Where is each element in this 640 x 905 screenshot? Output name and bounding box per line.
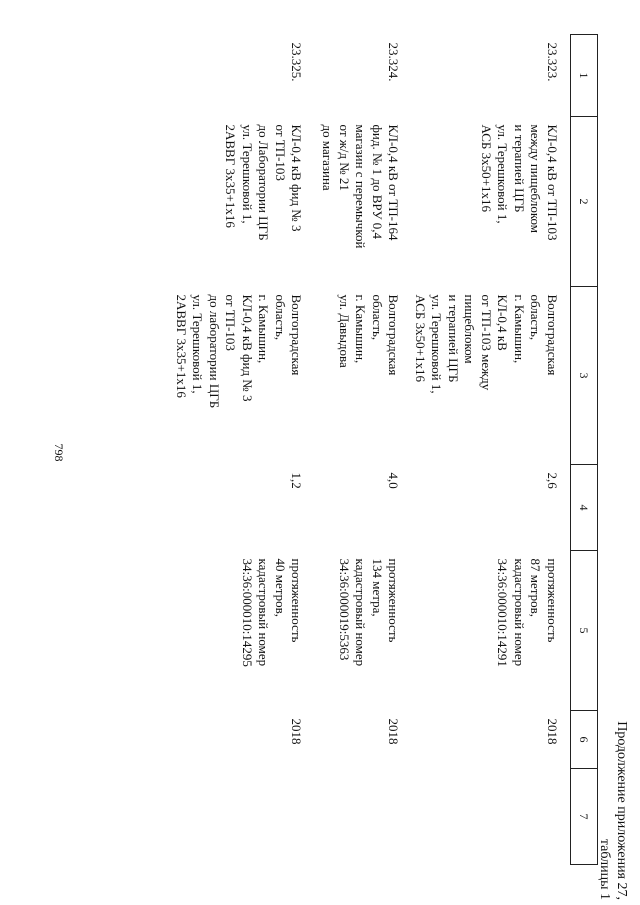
table-row — [315, 35, 412, 865]
column-header: 4 — [571, 465, 598, 551]
object-value: 2,6 — [545, 472, 560, 489]
row-number: 23.325. — [289, 42, 305, 82]
column-header: 5 — [571, 551, 598, 711]
object-characteristics: протяженность 87 метров, кадастровый номер 34:36:000010:14291 — [495, 558, 560, 667]
table-row — [412, 35, 571, 865]
object-year: 2018 — [545, 718, 560, 745]
column-header: 7 — [571, 769, 598, 865]
continuation-line-2: таблицы 1 — [597, 838, 612, 900]
object-name: КЛ-0,4 кВ от ТП-103 между пищеблоком и терапией ЦГБ ул. Терешковой 1, АСБ 3х50+1х16 — [479, 124, 560, 241]
object-year: 2018 — [289, 718, 305, 745]
object-name: КЛ-0,4 кВ от ТП-164 фид. № 1 до ВРУ 0,4 магазин с перемычкой от ж/д № 21 до магазина — [320, 124, 402, 249]
object-location: Волгоградская область, г. Камышин, КЛ-0,4 кВ от ТП-103 между пищеблоком и терапией ЦГБ ул. Терешковой 1, АСБ 3х50+1х16 — [413, 294, 560, 394]
row-number: 23.323. — [545, 42, 560, 82]
object-note — [173, 769, 315, 865]
registry-table — [173, 34, 599, 865]
object-location: Волгоградская область, г. Камышин, КЛ-0,4 кВ фид № 3 от ТП-103 до лаборатории ЦГБ ул. Терешковой 1, 2АВВГ 3х35+1х16 — [174, 294, 305, 409]
table-row — [173, 35, 315, 865]
object-value: 1,2 — [289, 472, 305, 489]
object-year: 2018 — [386, 718, 402, 745]
object-characteristics: протяженность 40 метров, кадастровый номер 34:36:000010:14295 — [240, 558, 305, 667]
object-name: КЛ-0,4 кВ фид № 3 от ТП-103 до Лаборатории ЦГБ ул. Терешковой 1, 2АВВГ 3х35+1х16 — [223, 124, 305, 241]
object-location: Волгоградская область, г. Камышин, ул. Давыдова — [337, 294, 402, 376]
row-number: 23.324. — [386, 42, 402, 82]
continuation-line-1: Продолжение приложения 27, — [614, 721, 629, 900]
column-header: 3 — [571, 287, 598, 465]
continuation-caption — [596, 460, 630, 900]
object-note — [412, 769, 571, 865]
column-header: 1 — [571, 35, 598, 117]
column-header: 6 — [571, 711, 598, 769]
table-header-row — [571, 35, 598, 865]
column-header: 2 — [571, 117, 598, 287]
object-note — [315, 769, 412, 865]
object-value: 4,0 — [386, 472, 402, 489]
object-characteristics: протяженность 134 метра, кадастровый номер 34:36:000019:5363 — [337, 558, 402, 667]
page-number: 798 — [52, 443, 66, 462]
